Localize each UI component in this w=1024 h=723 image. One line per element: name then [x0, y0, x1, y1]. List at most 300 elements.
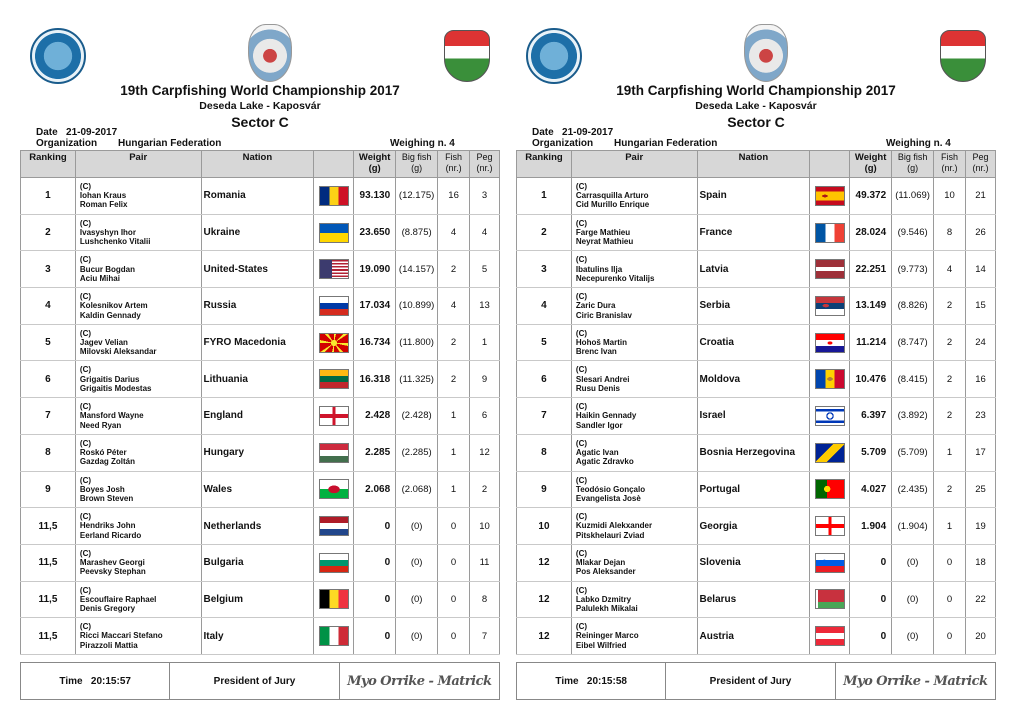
header-flag — [810, 151, 850, 178]
weight-cell: 0 — [354, 618, 396, 655]
pair-cell — [75, 398, 201, 435]
weight-cell: 49.372 — [850, 178, 892, 215]
fish-count-cell: 2 — [934, 398, 966, 435]
flag-cell — [810, 544, 850, 581]
pair-cell — [571, 398, 697, 435]
header-pair: Pair — [571, 151, 697, 178]
pair-cell — [571, 178, 697, 215]
venue-location: Deseda Lake - Kaposvár — [695, 100, 817, 112]
pair-cell — [75, 544, 201, 581]
ranking-cell: 10 — [517, 508, 572, 545]
nation-cell: Ukraine — [201, 214, 314, 251]
flag-cell — [314, 508, 354, 545]
angler-1-name: Boyes Josh — [79, 484, 125, 494]
table-row — [21, 508, 500, 545]
angler-1-name: Carrasquilla Arturo — [575, 191, 649, 201]
nation-cell: Slovenia — [697, 544, 810, 581]
bigfish-cell: (3.892) — [892, 398, 934, 435]
category-tag: (C) — [575, 475, 588, 485]
bigfish-cell: (9.773) — [892, 251, 934, 288]
fish-count-cell: 1 — [934, 508, 966, 545]
fish-count-cell: 0 — [934, 618, 966, 655]
nation-cell: France — [697, 214, 810, 251]
table-row — [21, 178, 500, 215]
pair-cell — [75, 434, 201, 471]
angler-2-name: Roman Felix — [79, 200, 128, 210]
bigfish-cell: (9.546) — [892, 214, 934, 251]
weight-cell: 11.214 — [850, 324, 892, 361]
fish-count-cell: 0 — [438, 508, 470, 545]
bigfish-cell: (8.415) — [892, 361, 934, 398]
pair-cell — [75, 581, 201, 618]
table-row — [21, 544, 500, 581]
angler-1-name: Mlakar Dejan — [575, 558, 626, 568]
fish-count-cell: 0 — [934, 581, 966, 618]
weight-cell: 0 — [850, 581, 892, 618]
fish-count-cell: 0 — [438, 618, 470, 655]
austria-flag-icon — [815, 626, 845, 646]
peg-cell: 14 — [966, 251, 996, 288]
angler-1-name: Slesari Andrei — [575, 374, 630, 384]
ranking-cell: 3 — [21, 251, 76, 288]
header-weight — [354, 151, 396, 178]
peg-cell: 10 — [470, 508, 500, 545]
time-label: Time — [555, 675, 579, 687]
flag-cell — [314, 251, 354, 288]
date-value: 21-09-2017 — [562, 127, 614, 138]
flag-cell — [314, 214, 354, 251]
france-flag-icon — [815, 223, 845, 243]
pair-cell — [75, 361, 201, 398]
category-tag: (C) — [79, 328, 92, 338]
header-fish-unit: (nr.) — [941, 163, 958, 173]
organization-label: Organization — [36, 138, 98, 149]
peg-cell: 25 — [966, 471, 996, 508]
flag-cell — [810, 361, 850, 398]
peg-cell: 5 — [470, 251, 500, 288]
time-value: 20:15:58 — [586, 675, 627, 687]
pair-cell — [571, 324, 697, 361]
nation-cell: Israel — [697, 398, 810, 435]
category-tag: (C) — [79, 512, 92, 522]
angler-2-name: Pirazzoli Mattia — [79, 640, 138, 650]
peg-cell: 20 — [966, 618, 996, 655]
belgium-flag-icon — [319, 589, 349, 609]
championship-title: 19th Carpfishing World Championship 2017 — [120, 83, 400, 98]
header-peg — [470, 151, 500, 178]
pair-cell — [75, 288, 201, 325]
fish-count-cell: 10 — [934, 178, 966, 215]
pair-cell — [75, 508, 201, 545]
category-tag: (C) — [79, 402, 92, 412]
pair-cell — [75, 324, 201, 361]
peg-cell: 16 — [966, 361, 996, 398]
ranking-cell: 12 — [517, 544, 572, 581]
wales-flag-icon — [319, 479, 349, 499]
slovenia-flag-icon — [815, 553, 845, 573]
category-tag: (C) — [79, 218, 92, 228]
angler-2-name: Eerland Ricardo — [79, 530, 142, 540]
ranking-cell: 9 — [21, 471, 76, 508]
pair-cell — [75, 178, 201, 215]
nation-cell: Moldova — [697, 361, 810, 398]
table-row — [517, 398, 996, 435]
ranking-cell: 8 — [21, 434, 76, 471]
table-row — [21, 251, 500, 288]
championship-emblem-icon — [744, 24, 788, 82]
fish-count-cell: 2 — [934, 288, 966, 325]
category-tag: (C) — [79, 365, 92, 375]
bigfish-cell: (0) — [396, 544, 438, 581]
jury-cell: President of Jury — [170, 663, 339, 699]
table-row — [517, 251, 996, 288]
russia-flag-icon — [319, 296, 349, 316]
table-row — [517, 434, 996, 471]
organization-value: Hungarian Federation — [118, 138, 222, 149]
bigfish-cell: (2.285) — [396, 434, 438, 471]
fish-count-cell: 4 — [438, 214, 470, 251]
nation-cell: Russia — [201, 288, 314, 325]
angler-1-name: Labko Dzmitry — [575, 594, 632, 604]
table-header — [21, 151, 500, 178]
category-tag: (C) — [575, 622, 588, 632]
date-line — [36, 127, 117, 138]
header-nation: Nation — [201, 151, 314, 178]
category-tag: (C) — [575, 328, 588, 338]
peg-cell: 24 — [966, 324, 996, 361]
weight-cell: 5.709 — [850, 434, 892, 471]
weight-cell: 22.251 — [850, 251, 892, 288]
bigfish-cell: (2.428) — [396, 398, 438, 435]
croatia-flag-icon — [815, 333, 845, 353]
pair-cell — [571, 251, 697, 288]
weight-cell: 4.027 — [850, 471, 892, 508]
header-weight-unit: (g) — [368, 163, 381, 174]
ranking-cell: 11,5 — [21, 508, 76, 545]
federation-logo-icon — [30, 28, 86, 84]
flag-cell — [810, 178, 850, 215]
peg-cell: 15 — [966, 288, 996, 325]
mohosz-shield-icon — [940, 30, 986, 82]
nation-cell: FYRO Macedonia — [201, 324, 314, 361]
nation-cell: Austria — [697, 618, 810, 655]
fish-count-cell: 1 — [438, 434, 470, 471]
header-nation: Nation — [697, 151, 810, 178]
weight-cell: 93.130 — [354, 178, 396, 215]
angler-1-name: Ricci Maccari Stefano — [79, 631, 163, 641]
nation-cell: Lithuania — [201, 361, 314, 398]
pair-cell — [75, 251, 201, 288]
fish-count-cell: 2 — [934, 324, 966, 361]
angler-1-name: Marashev Georgi — [79, 558, 145, 568]
weight-cell: 0 — [850, 544, 892, 581]
hungary-flag-icon — [319, 443, 349, 463]
flag-cell — [810, 508, 850, 545]
nation-cell: Bosnia Herzegovina — [697, 434, 810, 471]
signature-cell — [340, 663, 499, 699]
results-sheet-right — [516, 0, 996, 723]
flag-cell — [810, 581, 850, 618]
ranking-cell: 11,5 — [21, 544, 76, 581]
angler-2-name: Ciric Branislav — [575, 310, 632, 320]
fish-count-cell: 0 — [438, 581, 470, 618]
bigfish-cell: (12.175) — [396, 178, 438, 215]
angler-1-name: Farge Mathieu — [575, 227, 631, 237]
table-header — [517, 151, 996, 178]
angler-1-name: Zaric Dura — [575, 301, 616, 311]
jury-signature: Myo Orrike - Matrick — [843, 673, 988, 689]
header-bigfish-label: Big fish — [897, 152, 928, 162]
macedonia-flag-icon — [319, 333, 349, 353]
sector-title: Sector C — [727, 114, 785, 130]
flag-cell — [314, 288, 354, 325]
angler-2-name: Evangelista Josè — [575, 493, 641, 503]
ukraine-flag-icon — [319, 223, 349, 243]
flag-cell — [314, 471, 354, 508]
bigfish-cell: (10.899) — [396, 288, 438, 325]
fish-count-cell: 2 — [934, 471, 966, 508]
category-tag: (C) — [575, 365, 588, 375]
ranking-cell: 4 — [517, 288, 572, 325]
nation-cell: Croatia — [697, 324, 810, 361]
table-row — [517, 508, 996, 545]
header-ranking: Ranking — [517, 151, 572, 178]
angler-1-name: Kuzmidi Alekxander — [575, 521, 653, 531]
pair-cell — [75, 618, 201, 655]
date-value: 21-09-2017 — [66, 127, 118, 138]
fish-count-cell: 16 — [438, 178, 470, 215]
weight-cell: 13.149 — [850, 288, 892, 325]
peg-cell: 6 — [470, 398, 500, 435]
angler-1-name: Roskó Péter — [79, 448, 127, 458]
venue-location: Deseda Lake - Kaposvár — [199, 100, 321, 112]
nation-cell: England — [201, 398, 314, 435]
angler-2-name: Denis Gregory — [79, 604, 136, 613]
nation-cell: Romania — [201, 178, 314, 215]
header-ranking: Ranking — [21, 151, 76, 178]
bigfish-cell: (0) — [892, 618, 934, 655]
header-weight-label: Weight — [358, 152, 391, 163]
weight-cell: 1.904 — [850, 508, 892, 545]
angler-2-name: Brown Steven — [79, 493, 134, 503]
flag-cell — [314, 581, 354, 618]
ranking-cell: 6 — [21, 361, 76, 398]
peg-cell: 9 — [470, 361, 500, 398]
bigfish-cell: (0) — [892, 544, 934, 581]
flag-cell — [810, 324, 850, 361]
nation-cell: Netherlands — [201, 508, 314, 545]
portugal-flag-icon — [815, 479, 845, 499]
angler-1-name: Haikin Gennady — [575, 411, 637, 421]
organization-value: Hungarian Federation — [614, 138, 718, 149]
angler-1-name: Jagev Velian — [79, 337, 128, 347]
federation-logo-icon — [526, 28, 582, 84]
angler-2-name: Brenc Ivan — [575, 347, 617, 357]
weight-cell: 0 — [354, 544, 396, 581]
flag-cell — [810, 434, 850, 471]
georgia-flag-icon — [815, 516, 845, 536]
category-tag: (C) — [575, 512, 588, 522]
weight-cell: 0 — [354, 581, 396, 618]
weight-cell: 2.285 — [354, 434, 396, 471]
header-peg-label: Peg — [972, 152, 989, 162]
time-cell — [517, 663, 666, 699]
pair-cell — [571, 288, 697, 325]
peg-cell: 7 — [470, 618, 500, 655]
flag-cell — [810, 398, 850, 435]
nation-cell: United-States — [201, 251, 314, 288]
peg-cell: 3 — [470, 178, 500, 215]
romania-flag-icon — [319, 186, 349, 206]
angler-1-name: Hendriks John — [79, 521, 136, 531]
header-bigfish — [396, 151, 438, 178]
flag-cell — [810, 288, 850, 325]
championship-emblem-icon — [248, 24, 292, 82]
peg-cell: 22 — [966, 581, 996, 618]
table-row — [517, 288, 996, 325]
table-row — [21, 471, 500, 508]
angler-1-name: Ivasyshyn Ihor — [79, 227, 136, 237]
belarus-flag-icon — [815, 589, 845, 609]
category-tag: (C) — [575, 402, 588, 412]
table-row — [517, 581, 996, 618]
lithuania-flag-icon — [319, 369, 349, 389]
bigfish-cell: (11.069) — [892, 178, 934, 215]
ranking-cell: 12 — [517, 618, 572, 655]
angler-2-name: Rusu Denis — [575, 383, 620, 393]
header-weight-label: Weight — [854, 152, 887, 163]
peg-cell: 11 — [470, 544, 500, 581]
category-tag: (C) — [79, 438, 92, 448]
nation-cell: Latvia — [697, 251, 810, 288]
category-tag: (C) — [575, 182, 588, 192]
category-tag: (C) — [575, 585, 588, 595]
angler-2-name: Milovski Aleksandar — [79, 347, 157, 357]
angler-1-name: Kolesnikov Artem — [79, 301, 148, 311]
angler-2-name: Pos Aleksander — [575, 567, 636, 577]
peg-cell: 18 — [966, 544, 996, 581]
angler-2-name: Gazdag Zoltán — [79, 457, 136, 467]
nation-cell: Belarus — [697, 581, 810, 618]
header-bigfish — [892, 151, 934, 178]
weight-cell: 10.476 — [850, 361, 892, 398]
table-row — [517, 324, 996, 361]
flag-cell — [810, 618, 850, 655]
weight-cell: 6.397 — [850, 398, 892, 435]
pair-cell — [75, 214, 201, 251]
fish-count-cell: 0 — [438, 544, 470, 581]
header-weight — [850, 151, 892, 178]
angler-2-name: Neyrat Mathieu — [575, 237, 634, 247]
fish-count-cell: 1 — [438, 398, 470, 435]
header-peg — [966, 151, 996, 178]
table-row — [517, 178, 996, 215]
bigfish-cell: (8.875) — [396, 214, 438, 251]
time-cell — [21, 663, 170, 699]
flag-cell — [314, 544, 354, 581]
fish-count-cell: 2 — [934, 361, 966, 398]
header-peg-unit: (nr.) — [476, 163, 493, 173]
date-label: Date — [36, 127, 58, 138]
ranking-cell: 9 — [517, 471, 572, 508]
flag-cell — [810, 214, 850, 251]
angler-2-name: Palulekh Mikalai — [575, 604, 638, 613]
peg-cell: 12 — [470, 434, 500, 471]
england-flag-icon — [319, 406, 349, 426]
header-pair: Pair — [75, 151, 201, 178]
fish-count-cell: 1 — [438, 471, 470, 508]
jury-cell: President of Jury — [666, 663, 835, 699]
serbia-flag-icon — [815, 296, 845, 316]
peg-cell: 21 — [966, 178, 996, 215]
flag-cell — [314, 434, 354, 471]
weight-cell: 0 — [850, 618, 892, 655]
table-row — [517, 361, 996, 398]
results-table — [516, 150, 996, 655]
angler-2-name: Aciu Mihai — [79, 273, 120, 283]
ranking-cell: 12 — [517, 581, 572, 618]
category-tag: (C) — [79, 622, 92, 632]
time-value: 20:15:57 — [90, 675, 131, 687]
ranking-cell: 5 — [21, 324, 76, 361]
weight-cell: 2.428 — [354, 398, 396, 435]
category-tag: (C) — [79, 548, 92, 558]
jury-signature: Myo Orrike - Matrick — [347, 673, 492, 689]
date-label: Date — [532, 127, 554, 138]
header-fish-label: Fish — [941, 152, 959, 162]
angler-1-name: Mansford Wayne — [79, 411, 144, 421]
moldova-flag-icon — [815, 369, 845, 389]
fish-count-cell: 2 — [438, 361, 470, 398]
footer-bar — [516, 662, 996, 700]
category-tag: (C) — [79, 292, 92, 302]
pair-cell — [571, 471, 697, 508]
nation-cell: Wales — [201, 471, 314, 508]
pair-cell — [571, 434, 697, 471]
bulgaria-flag-icon — [319, 553, 349, 573]
weight-cell: 23.650 — [354, 214, 396, 251]
bigfish-cell: (0) — [396, 581, 438, 618]
bigfish-cell: (0) — [396, 618, 438, 655]
header-fish — [438, 151, 470, 178]
bigfish-cell: (2.068) — [396, 471, 438, 508]
fish-count-cell: 4 — [438, 288, 470, 325]
nation-cell: Hungary — [201, 434, 314, 471]
fish-count-cell: 2 — [438, 251, 470, 288]
category-tag: (C) — [575, 548, 588, 558]
pair-cell — [571, 361, 697, 398]
table-row — [517, 214, 996, 251]
weighing-number: Weighing n. 4 — [390, 138, 455, 149]
nation-cell: Georgia — [697, 508, 810, 545]
nation-cell: Serbia — [697, 288, 810, 325]
peg-cell: 4 — [470, 214, 500, 251]
pair-cell — [571, 508, 697, 545]
angler-1-name: Ibatulins Ilja — [575, 264, 623, 274]
category-tag: (C) — [79, 585, 92, 595]
bigfish-cell: (0) — [396, 508, 438, 545]
bigfish-cell: (2.435) — [892, 471, 934, 508]
category-tag: (C) — [575, 438, 588, 448]
header-bigfish-unit: (g) — [907, 163, 919, 173]
nation-cell: Belgium — [201, 581, 314, 618]
peg-cell: 17 — [966, 434, 996, 471]
fish-count-cell: 2 — [438, 324, 470, 361]
pair-cell — [571, 214, 697, 251]
angler-1-name: Iohan Kraus — [79, 191, 127, 201]
weighing-number: Weighing n. 4 — [886, 138, 951, 149]
table-row — [21, 581, 500, 618]
